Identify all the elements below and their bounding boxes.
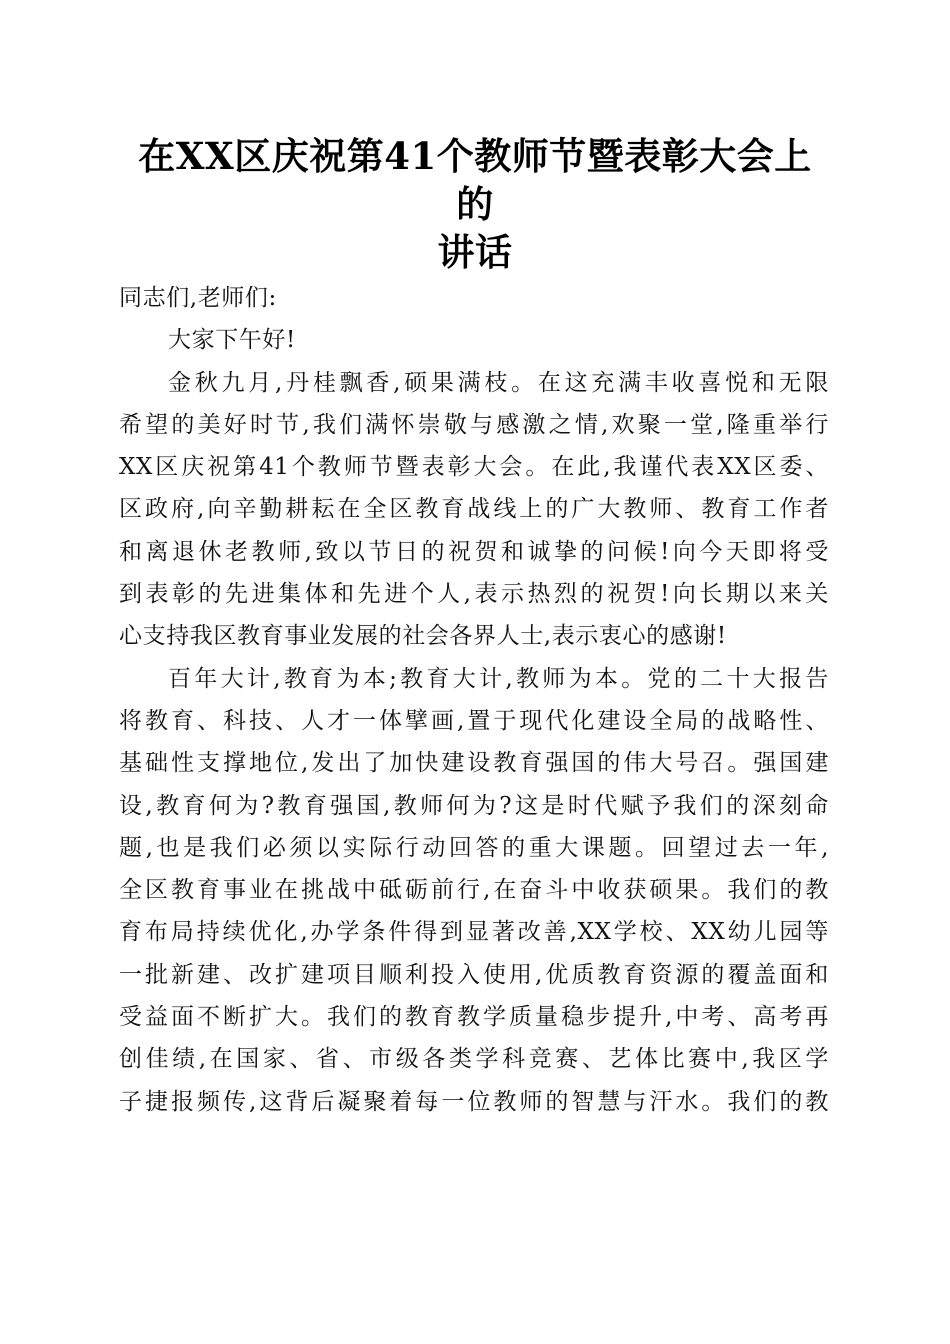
paragraph-1-line: 到表彰的先进集体和先进个人,表示热烈的祝贺!向长期以来关 [119, 581, 829, 608]
paragraph-2-line: 题,也是我们必须以实际行动回答的重大课题。回望过去一年, [119, 834, 829, 861]
paragraph-2-line: 子捷报频传,这背后凝聚着每一位教师的智慧与汗水。我们的教 [119, 1088, 829, 1115]
paragraph-2-line: 一批新建、改扩建项目顺利投入使用,优质教育资源的覆盖面和 [119, 961, 829, 988]
paragraph-1-line: XX区庆祝第41个教师节暨表彰大会。在此,我谨代表XX区委、 [119, 454, 829, 481]
paragraph-1-line: 区政府,向辛勤耕耘在全区教育战线上的广大教师、教育工作者 [119, 496, 829, 523]
paragraph-2-line: 百年大计,教育为本;教育大计,教师为本。党的二十大报告 [168, 665, 829, 692]
paragraph-1-line: 心支持我区教育事业发展的社会各界人士,表示衷心的感谢! [119, 623, 727, 650]
greeting: 大家下午好! [168, 327, 296, 354]
paragraph-2-line: 受益面不断扩大。我们的教育教学质量稳步提升,中考、高考再 [119, 1004, 829, 1031]
salutation: 同志们,老师们: [119, 285, 277, 311]
paragraph-2-line: 将教育、科技、人才一体擘画,置于现代化建设全局的战略性、 [119, 707, 829, 734]
paragraph-2 [119, 658, 829, 1123]
title-line-2: 讲话 [437, 230, 513, 274]
paragraph-1-line: 和离退休老教师,致以节日的祝贺和诚挚的问候!向今天即将受 [119, 538, 829, 565]
paragraph-2-line: 基础性支撑地位,发出了加快建设教育强国的伟大号召。强国建 [119, 750, 829, 777]
paragraph-2-line: 创佳绩,在国家、省、市级各类学科竞赛、艺体比赛中,我区学 [119, 1046, 829, 1073]
document-title [120, 132, 830, 276]
paragraph-2-line: 设,教育何为?教育强国,教师何为?这是时代赋予我们的深刻命 [119, 792, 829, 819]
paragraph-2-line: 育布局持续优化,办学条件得到显著改善,XX学校、XX幼儿园等 [119, 919, 829, 946]
paragraph-2-line: 全区教育事业在挑战中砥砺前行,在奋斗中收获硕果。我们的教 [119, 877, 829, 904]
document-body [119, 277, 829, 1123]
paragraph-1-line: 希望的美好时节,我们满怀崇敬与感激之情,欢聚一堂,隆重举行 [119, 411, 829, 438]
paragraph-1 [119, 362, 829, 658]
paragraph-1-line: 金秋九月,丹桂飘香,硕果满枝。在这充满丰收喜悦和无限 [168, 369, 829, 396]
title-line-1: 在XX区庆祝第41个教师节暨表彰大会上的 [138, 134, 812, 226]
